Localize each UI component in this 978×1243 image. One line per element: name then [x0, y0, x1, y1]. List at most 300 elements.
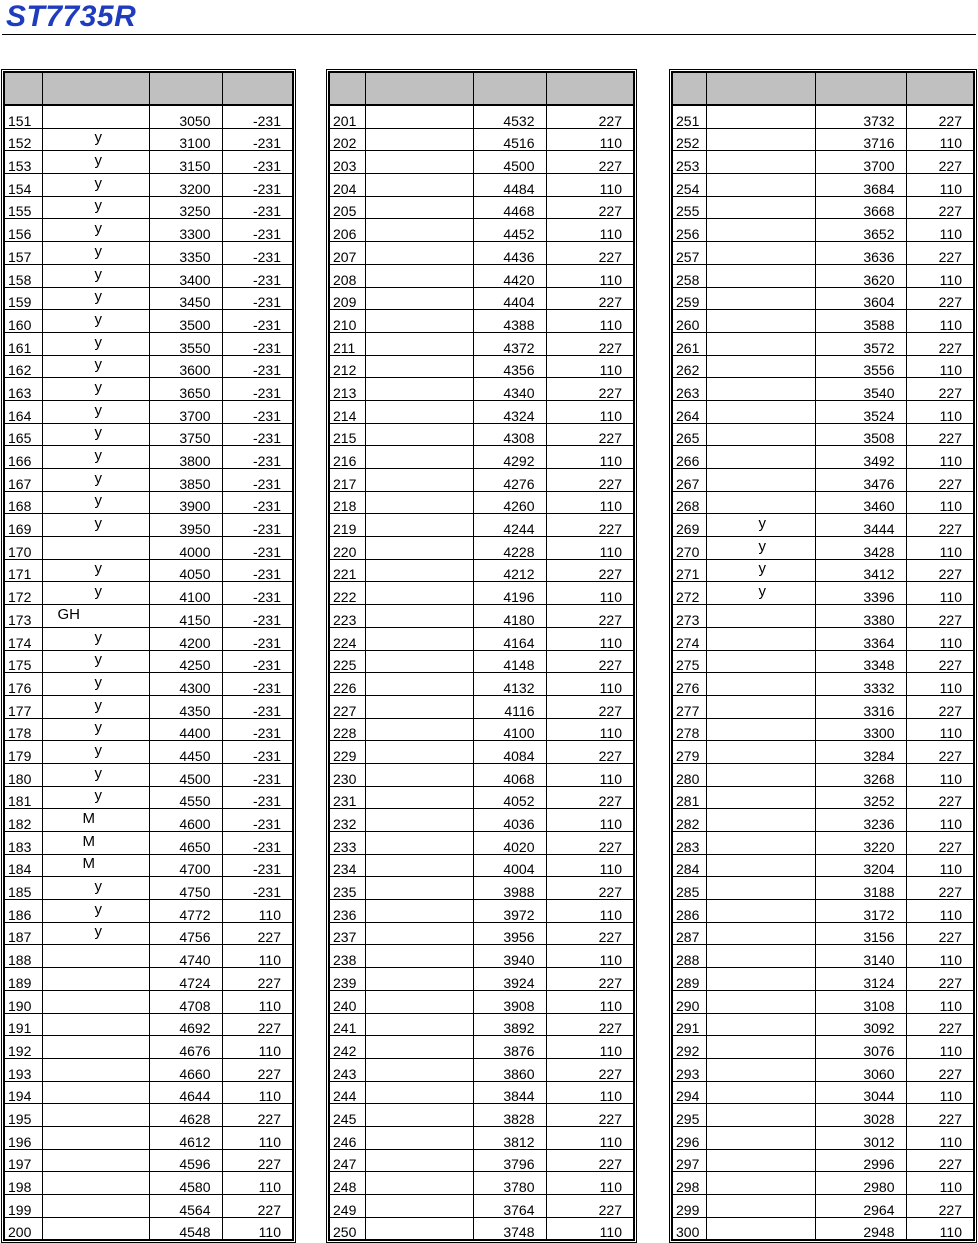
cell-text: 110 [258, 997, 281, 1013]
row-number-cell [672, 423, 706, 446]
table-row [672, 695, 974, 718]
value-a-cell [815, 559, 906, 582]
cell-text: 110 [599, 316, 622, 333]
value-b-cell [906, 1104, 974, 1127]
row-number-cell [329, 423, 365, 446]
cell-text: 227 [938, 793, 962, 809]
cell-text: -231 [252, 589, 281, 605]
value-a-cell [815, 605, 906, 628]
cell-text: 2948 [863, 1224, 895, 1241]
cell-text: y [94, 719, 102, 737]
table-row [4, 242, 293, 265]
cell-text: 3300 [863, 725, 895, 741]
status-cell [365, 1172, 473, 1195]
status-cell [706, 900, 815, 923]
value-b-cell [222, 400, 293, 423]
cell-text: 154 [8, 180, 32, 197]
cell-text: 227 [598, 974, 622, 991]
value-a-cell [149, 1058, 222, 1081]
cell-text: 110 [258, 1179, 281, 1195]
cell-text: -231 [252, 702, 281, 719]
value-a-cell [473, 491, 546, 514]
cell-text: 227 [598, 248, 622, 265]
table-header-row [4, 72, 293, 105]
cell-text: 195 [8, 1110, 32, 1127]
value-b-cell [546, 900, 634, 923]
cell-text: 4692 [179, 1020, 211, 1036]
value-a-cell [815, 446, 906, 469]
cell-text: 3460 [863, 498, 895, 514]
cell-text: 227 [938, 294, 962, 310]
cell-text: 110 [599, 589, 622, 605]
cell-text: 249 [333, 1201, 357, 1218]
value-b-cell [906, 514, 974, 537]
status-cell [365, 627, 473, 650]
cell-text: 3652 [863, 226, 895, 242]
cell-text: y [94, 741, 102, 759]
value-b-cell [906, 1036, 974, 1059]
row-number-cell [329, 990, 365, 1013]
table-row [4, 219, 293, 242]
value-b-cell [222, 741, 293, 764]
row-number-cell [4, 1013, 42, 1036]
value-a-cell [815, 582, 906, 605]
cell-text: 156 [8, 226, 32, 242]
value-b-cell [222, 151, 293, 174]
value-b-cell [906, 922, 974, 945]
cell-text: 252 [676, 135, 700, 151]
table-row [4, 1195, 293, 1218]
cell-text: 227 [938, 1110, 962, 1127]
row-number-cell [329, 151, 365, 174]
status-cell [42, 605, 149, 628]
row-number-cell [4, 151, 42, 174]
value-b-cell [906, 809, 974, 832]
status-cell [365, 105, 473, 128]
value-b-cell [546, 945, 634, 968]
row-number-cell [4, 446, 42, 469]
value-a-cell [473, 1149, 546, 1172]
table-row [329, 718, 634, 741]
cell-text: 165 [8, 430, 32, 446]
cell-text: 3140 [863, 952, 895, 968]
row-number-cell [4, 832, 42, 855]
row-number-cell [329, 559, 365, 582]
row-number-cell [329, 900, 365, 923]
cell-text: 3748 [503, 1224, 535, 1241]
table-row [329, 832, 634, 855]
value-a-cell [149, 741, 222, 764]
row-number-cell [4, 854, 42, 877]
cell-text: 227 [938, 430, 962, 446]
value-a-cell [815, 287, 906, 310]
cell-text: 110 [939, 1088, 962, 1104]
status-cell [706, 1013, 815, 1036]
table-row [329, 1036, 634, 1059]
value-a-cell [473, 922, 546, 945]
value-a-cell [815, 469, 906, 492]
value-b-cell [906, 968, 974, 991]
row-number-cell [4, 310, 42, 333]
value-a-cell [473, 673, 546, 696]
cell-text: 110 [599, 180, 622, 197]
value-a-cell [815, 1172, 906, 1195]
cell-text: 161 [8, 339, 32, 356]
cell-text: 4564 [179, 1201, 211, 1218]
value-a-cell [149, 650, 222, 673]
cell-text: 211 [333, 339, 356, 356]
value-b-cell [906, 446, 974, 469]
value-b-cell [222, 105, 293, 128]
value-b-cell [906, 559, 974, 582]
status-cell [42, 105, 149, 128]
cell-text: 267 [676, 475, 700, 492]
value-a-cell [473, 423, 546, 446]
value-b-cell [546, 105, 634, 128]
table-row [329, 945, 634, 968]
value-a-cell [815, 151, 906, 174]
cell-text: 3550 [179, 339, 211, 356]
cell-text: 278 [676, 725, 700, 741]
status-cell [365, 922, 473, 945]
value-b-cell [546, 196, 634, 219]
cell-text: 110 [599, 135, 622, 151]
cell-text: 3332 [863, 679, 895, 696]
value-a-cell [149, 537, 222, 560]
table-row [672, 1058, 974, 1081]
value-b-cell [222, 1149, 293, 1172]
value-a-cell [149, 151, 222, 174]
row-number-cell [672, 718, 706, 741]
value-b-cell [546, 1149, 634, 1172]
header-cell [706, 72, 815, 105]
row-number-cell [4, 196, 42, 219]
cell-text: 110 [599, 407, 622, 424]
row-number-cell [672, 264, 706, 287]
status-cell [706, 627, 815, 650]
cell-text: y [94, 628, 102, 646]
row-number-cell [4, 491, 42, 514]
status-cell [706, 1081, 815, 1104]
cell-text: y [94, 288, 102, 306]
value-a-cell [815, 1013, 906, 1036]
cell-text: 4244 [503, 521, 535, 537]
value-b-cell [222, 695, 293, 718]
table-row [329, 877, 634, 900]
cell-text: 296 [676, 1133, 700, 1150]
value-b-cell [546, 832, 634, 855]
cell-text: -231 [252, 453, 281, 469]
value-b-cell [546, 582, 634, 605]
value-a-cell [815, 128, 906, 151]
status-cell [42, 469, 149, 492]
cell-text: 3450 [179, 294, 211, 310]
row-number-cell [4, 1036, 42, 1059]
status-cell [42, 832, 149, 855]
cell-text: 221 [333, 566, 357, 582]
table-row [329, 128, 634, 151]
cell-text: 214 [333, 407, 357, 424]
status-cell [365, 1081, 473, 1104]
value-b-cell [906, 605, 974, 628]
cell-text: 202 [333, 135, 357, 151]
table-row [329, 809, 634, 832]
table-row [329, 242, 634, 265]
row-number-cell [329, 877, 365, 900]
row-number-cell [4, 355, 42, 378]
row-number-cell [672, 1058, 706, 1081]
value-b-cell [222, 537, 293, 560]
status-cell [365, 968, 473, 991]
value-b-cell [222, 1081, 293, 1104]
table-row [329, 854, 634, 877]
cell-text: 222 [333, 589, 357, 605]
value-b-cell [546, 605, 634, 628]
value-a-cell [473, 469, 546, 492]
value-b-cell [906, 718, 974, 741]
cell-text: 4116 [504, 702, 535, 719]
cell-text: 3124 [863, 974, 895, 991]
cell-text: -231 [252, 679, 281, 696]
status-cell [706, 196, 815, 219]
status-cell [365, 1013, 473, 1036]
cell-text: 259 [676, 294, 700, 310]
table-row [4, 1126, 293, 1149]
cell-text: 199 [8, 1201, 32, 1218]
status-cell [365, 718, 473, 741]
cell-text: 281 [676, 793, 700, 809]
cell-text: 110 [258, 1133, 281, 1150]
value-b-cell [546, 741, 634, 764]
value-b-cell [906, 400, 974, 423]
value-a-cell [473, 627, 546, 650]
table-row [329, 695, 634, 718]
status-cell [42, 196, 149, 219]
table-row [4, 310, 293, 333]
table-row [4, 287, 293, 310]
status-cell [706, 1217, 815, 1240]
value-a-cell [815, 1058, 906, 1081]
value-a-cell [473, 1195, 546, 1218]
status-cell [365, 1217, 473, 1240]
row-number-cell [672, 1036, 706, 1059]
row-number-cell [672, 514, 706, 537]
status-cell [706, 582, 815, 605]
value-b-cell [906, 582, 974, 605]
value-a-cell [815, 1036, 906, 1059]
cell-text: 4600 [179, 816, 211, 832]
table-row [672, 809, 974, 832]
cell-text: 175 [8, 657, 32, 673]
table-row [4, 378, 293, 401]
cell-text: 3620 [863, 271, 895, 287]
row-number-cell [4, 922, 42, 945]
status-cell [42, 922, 149, 945]
value-b-cell [222, 786, 293, 809]
table-row [329, 1126, 634, 1149]
status-cell [365, 786, 473, 809]
cell-text: 3150 [179, 158, 211, 174]
row-number-cell [4, 1149, 42, 1172]
table-row [672, 264, 974, 287]
status-cell [365, 559, 473, 582]
cell-text: 227 [257, 1156, 281, 1172]
header-cell [906, 72, 974, 105]
cell-text: -231 [252, 725, 281, 741]
table-row [672, 1126, 974, 1149]
cell-text: 229 [333, 747, 357, 764]
cell-text: 110 [599, 997, 622, 1013]
cell-text: y [94, 469, 102, 487]
status-cell [706, 1172, 815, 1195]
cell-text: 236 [333, 906, 357, 923]
value-b-cell [222, 1195, 293, 1218]
value-a-cell [149, 922, 222, 945]
row-number-cell [329, 514, 365, 537]
cell-text: 151 [8, 112, 32, 129]
row-number-cell [4, 1104, 42, 1127]
status-cell [365, 537, 473, 560]
header-cell [222, 72, 293, 105]
table-row [329, 673, 634, 696]
table-row [4, 151, 293, 174]
cell-text: 110 [599, 226, 622, 242]
cell-text: 227 [938, 1156, 962, 1172]
cell-text: 189 [8, 974, 32, 991]
cell-text: 4100 [503, 725, 535, 741]
value-a-cell [149, 469, 222, 492]
value-a-cell [149, 559, 222, 582]
status-cell [706, 378, 815, 401]
row-number-cell [329, 1036, 365, 1059]
cell-text: 110 [258, 1042, 281, 1059]
value-b-cell [546, 786, 634, 809]
value-b-cell [546, 355, 634, 378]
cell-text: 155 [8, 203, 32, 219]
cell-text: -231 [252, 316, 281, 333]
cell-text: y [94, 310, 102, 328]
table-row [329, 332, 634, 355]
cell-text: 4772 [179, 906, 211, 923]
table-row [4, 990, 293, 1013]
value-b-cell [222, 128, 293, 151]
status-cell [42, 514, 149, 537]
status-cell [42, 1149, 149, 1172]
value-a-cell [815, 423, 906, 446]
cell-text: 110 [939, 1133, 962, 1150]
cell-text: 227 [938, 566, 962, 582]
status-cell [706, 332, 815, 355]
cell-text: 110 [939, 679, 962, 696]
cell-text: 3284 [863, 747, 895, 764]
status-cell [365, 650, 473, 673]
value-a-cell [149, 1081, 222, 1104]
row-number-cell [4, 219, 42, 242]
table-row [329, 1013, 634, 1036]
value-a-cell [149, 332, 222, 355]
status-cell [42, 559, 149, 582]
table-row [329, 1195, 634, 1218]
row-number-cell [672, 242, 706, 265]
cell-text: -231 [252, 112, 281, 129]
value-b-cell [222, 1126, 293, 1149]
cell-text: 282 [676, 816, 700, 832]
table-row [672, 242, 974, 265]
value-a-cell [473, 786, 546, 809]
value-b-cell [546, 446, 634, 469]
value-b-cell [546, 877, 634, 900]
value-a-cell [149, 763, 222, 786]
table-row [672, 605, 974, 628]
row-number-cell [672, 627, 706, 650]
value-a-cell [815, 1104, 906, 1127]
row-number-cell [4, 559, 42, 582]
row-number-cell [4, 968, 42, 991]
value-b-cell [222, 378, 293, 401]
row-number-cell [672, 287, 706, 310]
table-row [329, 105, 634, 128]
cell-text: y [94, 651, 102, 669]
status-cell [706, 174, 815, 197]
cell-text: 272 [676, 589, 700, 605]
status-cell [706, 786, 815, 809]
table-row [4, 1058, 293, 1081]
table-row [329, 219, 634, 242]
value-b-cell [906, 378, 974, 401]
value-a-cell [815, 945, 906, 968]
status-cell [365, 1058, 473, 1081]
row-number-cell [672, 1217, 706, 1240]
cell-text: 110 [939, 1042, 962, 1059]
status-cell [365, 582, 473, 605]
value-b-cell [546, 763, 634, 786]
row-number-cell [4, 423, 42, 446]
value-b-cell [222, 559, 293, 582]
cell-text: 4650 [179, 838, 211, 855]
row-number-cell [672, 1172, 706, 1195]
row-number-cell [329, 968, 365, 991]
cell-text: y [94, 152, 102, 170]
row-number-cell [4, 287, 42, 310]
cell-text: 243 [333, 1065, 357, 1082]
cell-text: 4164 [503, 634, 535, 650]
status-cell [706, 400, 815, 423]
cell-text: 255 [676, 203, 700, 219]
cell-text: -231 [252, 203, 281, 219]
cell-text: 110 [939, 1179, 962, 1195]
value-b-cell [906, 423, 974, 446]
status-cell [42, 627, 149, 650]
cell-text: 207 [333, 248, 357, 265]
cell-text: 3316 [863, 702, 895, 719]
value-b-cell [546, 219, 634, 242]
value-b-cell [906, 763, 974, 786]
value-a-cell [815, 809, 906, 832]
value-a-cell [473, 582, 546, 605]
cell-text: 225 [333, 657, 357, 673]
cell-text: 293 [676, 1065, 700, 1082]
header-cell [4, 72, 42, 105]
status-cell [706, 559, 815, 582]
table-row [672, 718, 974, 741]
cell-text: 241 [333, 1020, 357, 1036]
value-b-cell [546, 559, 634, 582]
value-a-cell [473, 1126, 546, 1149]
value-a-cell [473, 446, 546, 469]
row-number-cell [329, 105, 365, 128]
status-cell [706, 514, 815, 537]
table-row [329, 763, 634, 786]
